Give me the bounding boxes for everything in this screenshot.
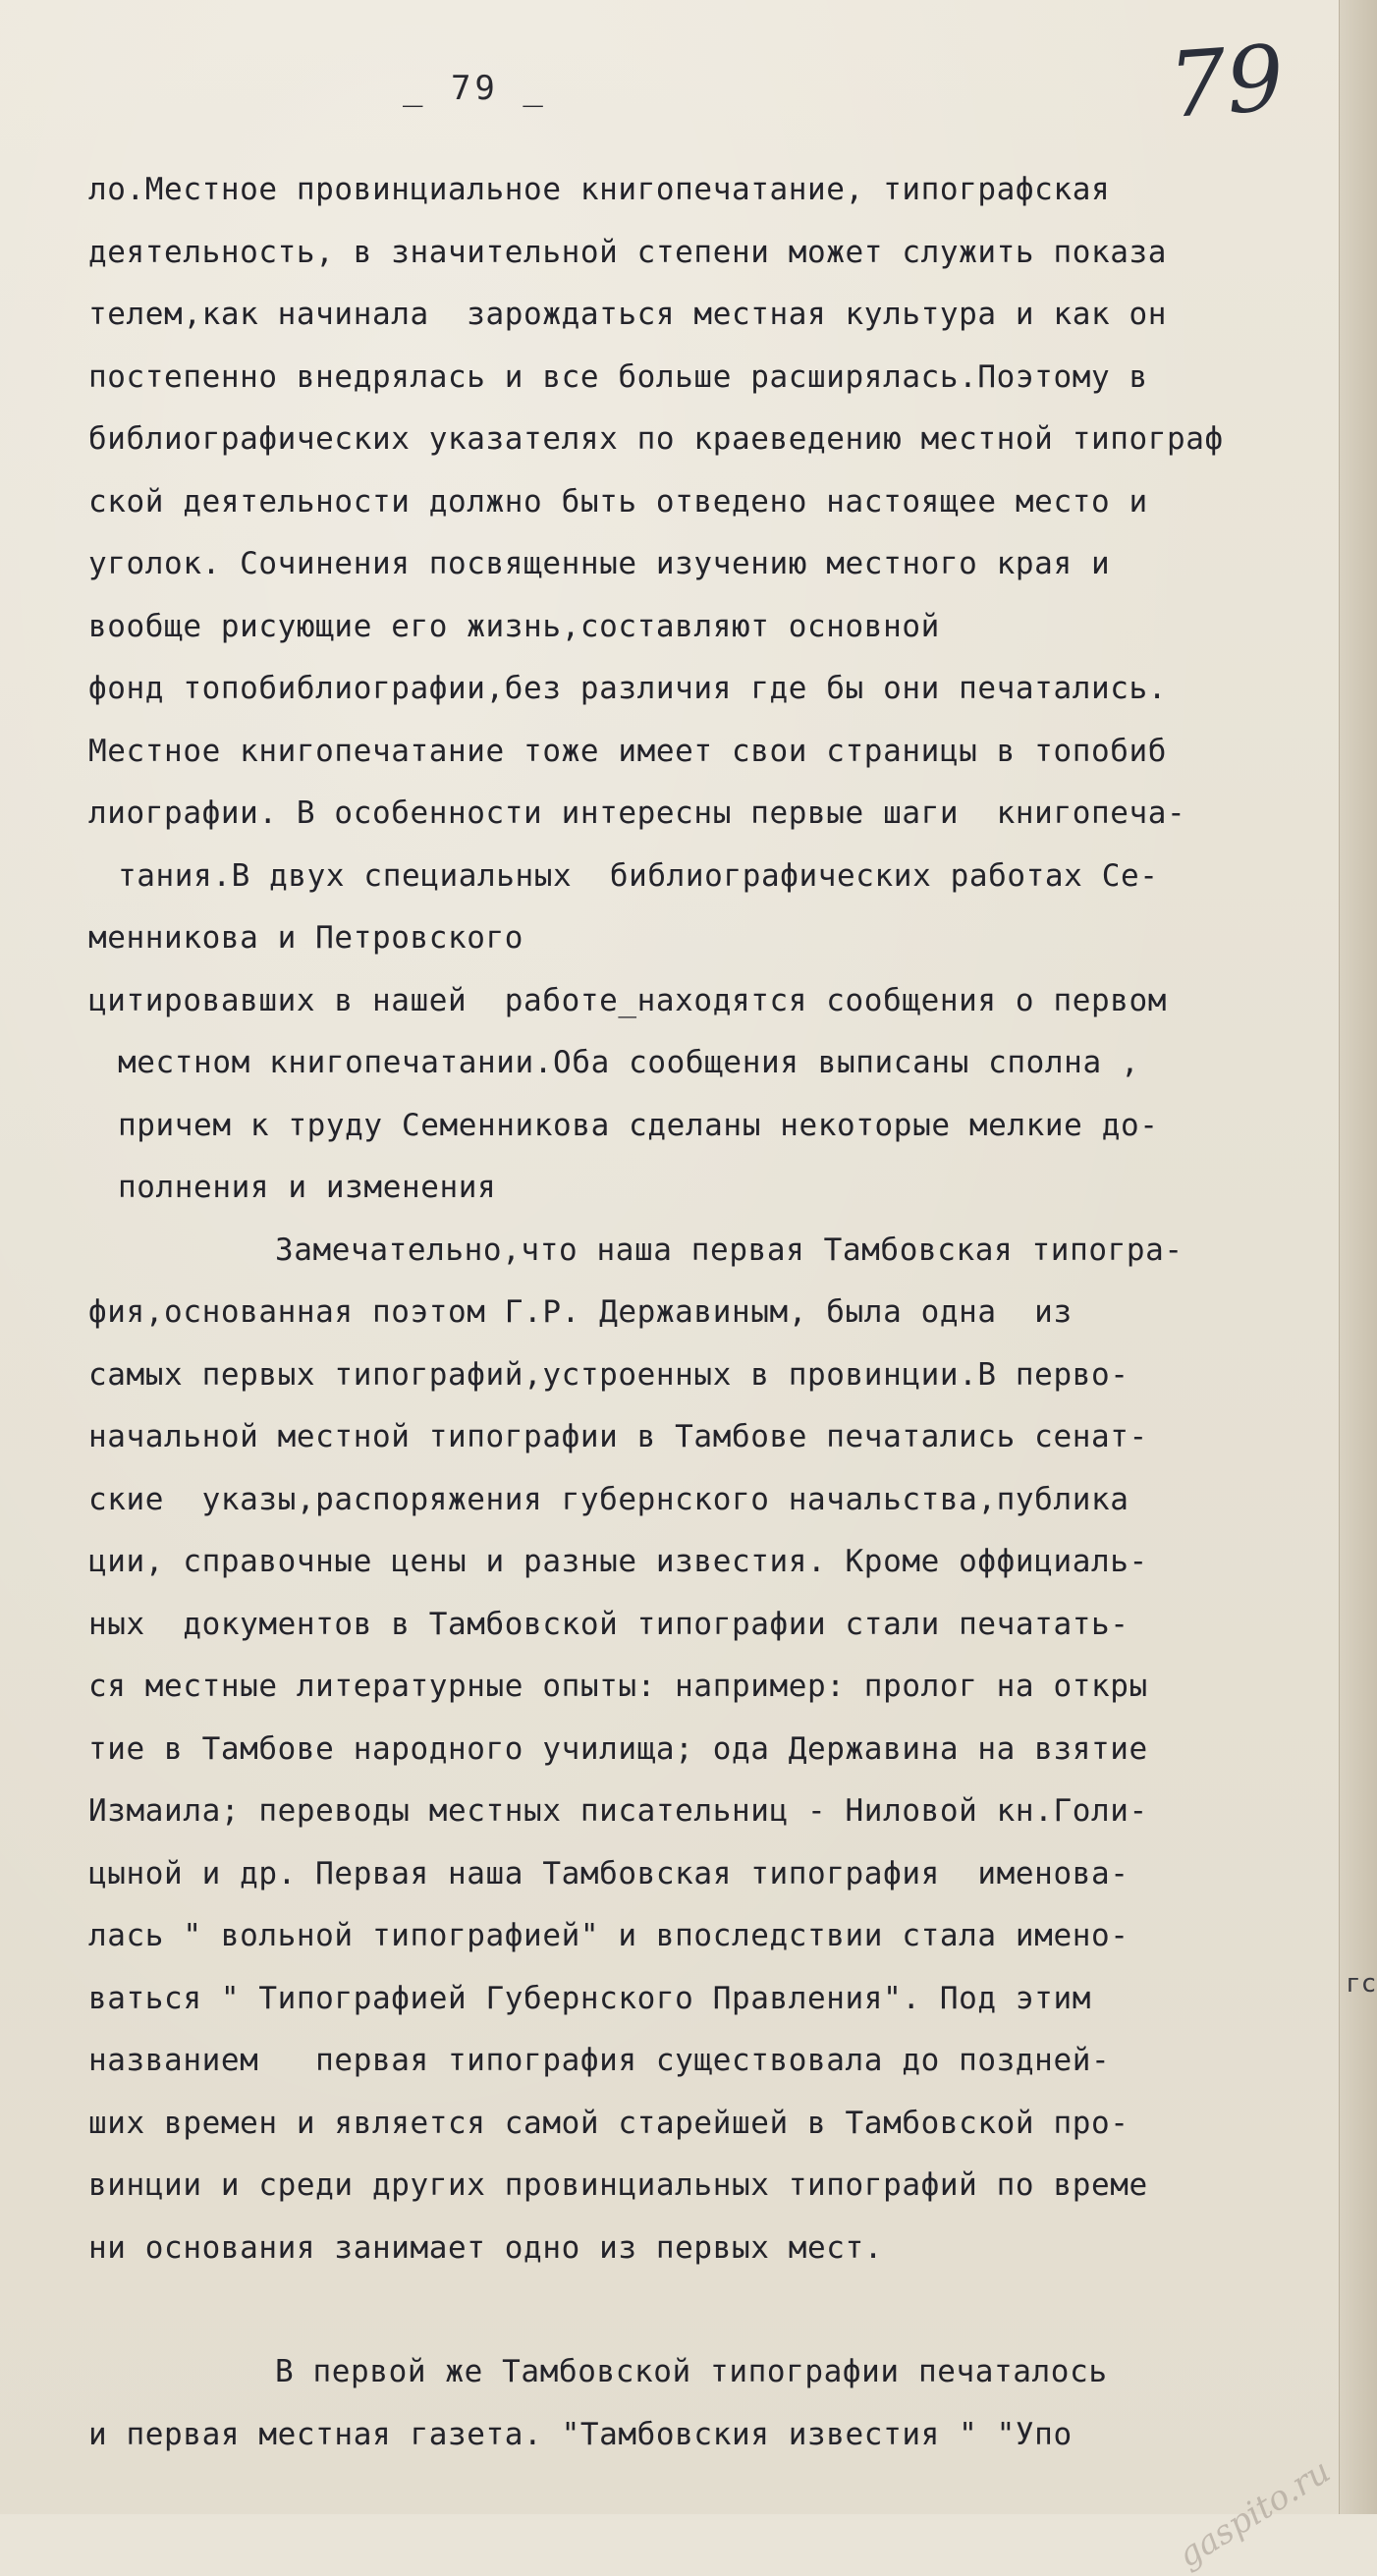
paper-edge (1339, 0, 1377, 2514)
text-line: ской деятельности должно быть отведено настоящее место и (88, 483, 1148, 520)
text-line: телем,как начинала зарождаться местная культура и как он (88, 297, 1168, 332)
text-line: Измаила; переводы местных писательниц - Ниловой кн.Голи- (88, 1793, 1148, 1829)
text-line: ся местные литературные опыты: например: пролог на откры (88, 1669, 1148, 1704)
text-line: ваться " Типографией Губернского Правления". Под этим (88, 1980, 1091, 2016)
text-line: лиографии. В особенности интересны первые шаги книгопеча- (88, 795, 1186, 831)
text-line: менникова и Петровского (88, 920, 524, 956)
text-line: местном книгопечатании.Оба сообщения выписаны сполна , (118, 1045, 1140, 1080)
text-line: названием первая типография существовала до поздней- (88, 2043, 1111, 2078)
text-line: ции, справочные цены и разные известия. Кроме оффициаль- (88, 1544, 1148, 1579)
text-line: уголок. Сочинения посвященные изучению местного края и (88, 546, 1111, 581)
text-line: начальной местной типографии в Тамбове печатались сенат- (88, 1419, 1148, 1454)
watermark-stamp: gaspito.ru (1171, 2451, 1338, 2576)
text-line: ло.Местное провинциальное книгопечатание, типографская (88, 172, 1111, 207)
paragraph-start-line: В первой же Тамбовской типографии печаталось (275, 2354, 1108, 2389)
text-line: ших времен и является самой старейшей в Тамбовской про- (88, 2105, 1129, 2141)
text-line: фонд топобиблиографии,без различия где бы они печатались. (88, 671, 1168, 706)
text-line: ские указы,распоряжения губернского начальства,публика (88, 1481, 1129, 1517)
text-line: винции и среди других провинциальных типографий по време (88, 2167, 1148, 2203)
typed-page-number: _ 79 _ (403, 69, 547, 108)
margin-mark: гс (1346, 1969, 1377, 1999)
text-line: ни основания занимает одно из первых мест. (88, 2229, 884, 2266)
text-line: тие в Тамбове народного училища; ода Державина на взятие (88, 1730, 1148, 1767)
paragraph-gap (88, 2279, 1326, 2341)
text-line: тания.В двух специальных библиографических работах Се- (118, 857, 1159, 894)
text-line: постепенно внедрялась и все больше расширялась.Поэтому в (88, 358, 1148, 395)
text-line: и первая местная газета. "Тамбовския известия " "Упо (88, 2416, 1073, 2452)
text-line: самых первых типографий,устроенных в провинции.В перво- (88, 1356, 1129, 1393)
text-line: вообще рисующие его жизнь,составляют основной (88, 608, 940, 644)
text-line: деятельность, в значительной степени может служить показа (88, 234, 1168, 270)
text-line: полнения и изменения (118, 1170, 497, 1205)
text-line: лась " вольной типографией" и впоследствии стала имено- (88, 1918, 1129, 1953)
typewritten-body (88, 159, 1326, 2466)
text-line: библиографических указателях по краеведению местной типограф (88, 421, 1224, 457)
text-line: цитировавших в нашей работе_находятся сообщения о первом (88, 982, 1168, 1018)
text-line: причем к труду Семенникова сделаны некоторые мелкие до- (118, 1107, 1159, 1143)
text-line: цыной и др. Первая наша Тамбовская типография именова- (88, 1855, 1129, 1891)
text-line: ных документов в Тамбовской типографии стали печатать- (88, 1606, 1129, 1642)
text-line: фия,основанная поэтом Г.Р. Державиным, была одна из (88, 1294, 1073, 1330)
handwritten-page-number: 79 (1165, 26, 1288, 138)
paragraph-start-line: Замечательно,что наша первая Тамбовская типогра- (275, 1232, 1184, 1268)
text-line: Местное книгопечатание тоже имеет свои страницы в топобиб (88, 733, 1168, 769)
